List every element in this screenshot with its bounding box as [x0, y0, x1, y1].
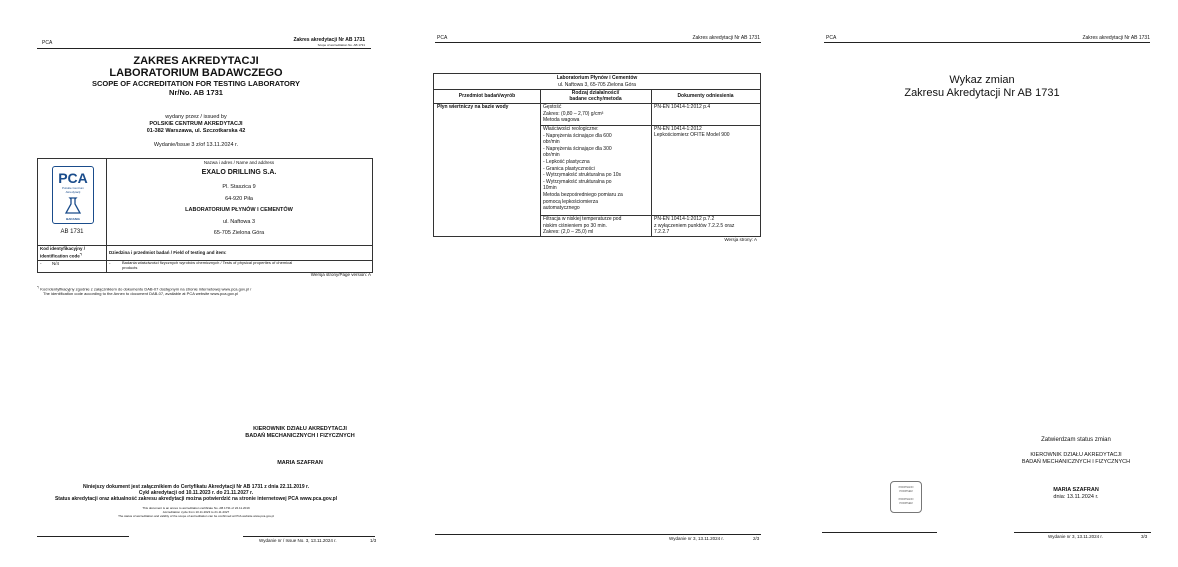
footer-rule-left [822, 532, 937, 533]
filtration-doc-line: z wyłączeniem punktów 7.2.2.5 oraz [654, 222, 735, 229]
company-street: Pl. Staszica 9 [222, 184, 256, 190]
footer-page: 1/3 [370, 538, 377, 543]
header-rule [435, 42, 761, 43]
rheology-line: - Wytrzymałość strukturalna po [543, 178, 612, 185]
page-3 [786, 0, 1178, 567]
flask-icon [63, 197, 83, 215]
page-version: Wersja strony: A [724, 237, 757, 242]
item-name: Płyn wiertniczy na bazie wody [437, 104, 509, 110]
table-address: ul. Naftowa 3, 65-705 Zielona Góra [558, 82, 636, 88]
table-title: Laboratorium Płynów i Cementów [556, 75, 638, 81]
cert-en-line-2: Accreditation cycle from 10.11.2023 to 21.11.2027 [162, 510, 230, 514]
title-line-1: ZAKRES AKREDYTACJI [133, 55, 259, 67]
header-right: Zakres akredytacji Nr AB 1731 [1082, 35, 1150, 41]
footer-page: 2/3 [753, 536, 760, 541]
density-line: Metoda wagowa [543, 117, 580, 124]
page-version: Wersja strony/Page version: A [310, 272, 371, 277]
col-header-activity-1: Rodzaj działalności/ [571, 90, 620, 96]
row-field-line-2: products [122, 265, 138, 270]
row-bullet: - [40, 261, 42, 266]
header-rule [824, 42, 1150, 43]
lab-name: LABORATORIUM PŁYNÓW I CEMENTÓW [185, 207, 293, 213]
header-right: Zakres akredytacji Nr AB 1731 [692, 35, 760, 41]
sign-name: MARIA SZAFRAN [1053, 487, 1099, 493]
filtration-doc-line: PN-EN 10414-1:2012 p.7.2 [654, 216, 715, 222]
row-rheology-doc-1: PN-EN 10414-1:2012 [654, 126, 702, 132]
filtration-line: niskim ciśnieniem po 30 min. [543, 222, 607, 229]
issue-number: Wydanie/Issue 3 z/of 13.11.2024 r. [153, 142, 239, 148]
issued-by: wydany przez / issued by [165, 114, 227, 120]
row-field-line-1: Badania właściwości fizycznych wyrobów chemicznych / Tests of physical properties of chemical [122, 260, 293, 265]
header-left: PCA [826, 35, 837, 41]
row-density-doc: PN-EN 10414-1:2012 p.4 [654, 104, 711, 110]
page-1 [0, 0, 392, 567]
density-line: Gęstość [543, 104, 562, 110]
rheology-line: pomocą lepkościomierza [543, 198, 599, 205]
footer-issue: Wydanie nr / Issue No. 3, 13.11.2024 r. [259, 538, 337, 543]
cert-en-line-1: This document is an annex to accreditation certificate No. AB 1731 of 22.11.2019 [142, 506, 250, 510]
changes-title-2: Zakresu Akredytacji Nr AB 1731 [904, 87, 1060, 99]
sign-date: dnia: 13.11.2024 r. [1053, 494, 1099, 500]
header-rule [37, 48, 371, 49]
rheology-line: automatycznego [543, 205, 580, 212]
company-name: EXALO DRILLING S.A. [201, 169, 277, 176]
row-rheology-doc-2: Lepkościomierz OFITE Model 900 [654, 132, 730, 138]
pca-logo-text: PCA [58, 170, 88, 186]
lab-street: ul. Naftowa 3 [222, 219, 256, 225]
header-left: PCA [437, 35, 448, 41]
footer-rule [435, 534, 761, 535]
approve-text: Zatwierdzam status zmian [1041, 437, 1111, 443]
electronic-signature-stamp: PODPISANO PODPISEM PODPISANO PODPISEM [890, 481, 922, 513]
pca-logo: PCA Polskie Centrum Akredytacji BADANIA [52, 166, 94, 224]
rheology-line: - Naprężenia ścinające dla 300 [543, 145, 612, 152]
rheology-line: - Naprężenia ścinające dla 600 [543, 132, 612, 139]
rheology-line: 10min [543, 185, 557, 192]
rheology-line: Metoda bezpośredniego pomiaru za [543, 192, 623, 198]
filtration-line: Zakres: (2,0 – 25,0) ml [543, 229, 594, 236]
sign-name: MARIA SZAFRAN [277, 460, 323, 466]
header-left: PCA [42, 40, 53, 46]
ab-number: AB 1731 [60, 229, 84, 235]
cert-line-3: Status akredytacji oraz aktualność zakresu akredytacji można potwierdzić na stronie internetowej PCA www.pca.gov.pl [54, 496, 338, 502]
col-header-activity-2: badane cechy/metoda [569, 96, 622, 102]
cert-en-line-3: The status of accreditation and validity of the scope of accreditation can be confirmed at PCA website www.pca.gov.pl [118, 514, 274, 518]
rheology-line: obr/min [543, 152, 560, 159]
rheology-line: - Wytrzymałość strukturalna po 10s [543, 172, 622, 179]
row-code: N/4 [52, 261, 60, 266]
code-header: Kod identyfikacyjny / [40, 246, 86, 251]
rheology-line: obr/min [543, 139, 560, 146]
scope-table [433, 73, 761, 237]
footer-issue: Wydanie nr 3, 13.11.2024 r. [1048, 534, 1103, 539]
issuer-name: POLSKIE CENTRUM AKREDYTACJI [149, 121, 243, 127]
filtration-doc-line: 7.2.2.7 [654, 229, 670, 236]
footnote-line-1: *) Kod identyfikacyjny zgodnie z załącznikiem do dokumentu DAB-07 dostępnym na stronie internetowej www.pca.gov.pl / [37, 285, 252, 292]
rheology-line: Właściwości reologiczne: [543, 126, 599, 132]
issuer-address: 01-382 Warszawa, ul. Szczotkarska 42 [146, 128, 246, 134]
code-header-en: Identification code*) [40, 252, 82, 259]
filtration-line: Filtracja w niskiej temperaturze pod [543, 216, 622, 222]
sign-title-1: KIEROWNIK DZIAŁU AKREDYTACJI [1030, 452, 1122, 458]
title-line-2: LABORATORIUM BADAWCZEGO [109, 67, 283, 79]
company-city: 64-920 Piła [225, 196, 253, 202]
sign-title-2: BADAŃ MECHANICZNYCH I FIZYCZNYCH [1021, 459, 1131, 465]
page-2 [393, 0, 785, 567]
header-right: Zakres akredytacji Nr AB 1731 [293, 37, 365, 43]
density-line: Zakres: (0,80 – 2,70) g/cm³ [543, 110, 604, 117]
sign-title-2: BADAŃ MECHANICZNYCH I FIZYCZNYCH [245, 433, 355, 439]
header-right-en: Scope of accreditation No. AB 1731 [317, 43, 365, 47]
lab-city: 65-705 Zielona Góra [213, 230, 265, 236]
col-header-docs: Dokumenty odniesienia [677, 93, 734, 99]
sign-title-1: KIEROWNIK DZIAŁU AKREDYTACJI [253, 426, 347, 432]
cert-line-2: Cykl akredytacji od 10.11.2023 r. do 21.11.2027 r. [138, 490, 254, 496]
changes-title-1: Wykaz zmian [949, 74, 1015, 86]
accreditation-box [37, 158, 373, 273]
footer-issue: Wydanie nr 3, 13.11.2024 r. [669, 536, 724, 541]
footer-page: 3/3 [1141, 534, 1148, 539]
title-line-4: Nr/No. AB 1731 [169, 88, 223, 97]
field-header: Dziedzina i przedmiot badań / Field of testing and item: [109, 250, 227, 255]
footnote-line-2: The identification code according to the Annex to document DAB-07, available at PCA website www.pca.gov.pl [43, 291, 238, 296]
name-address-label: Nazwa i adres / Name and address [203, 160, 275, 165]
rheology-line: - Granica plastyczności [543, 165, 595, 172]
cert-line-1: Niniejszy dokument jest załącznikiem do Certyfikatu Akredytacji Nr AB 1731 z dnia 22.11.2019 r. [82, 484, 310, 490]
footer-rule-right [243, 536, 375, 537]
footer-rule-right [1014, 532, 1151, 533]
row-dash: - [109, 261, 111, 266]
footer-rule-left [37, 536, 129, 537]
col-header-item: Przedmiot badań/wyrób [458, 93, 516, 99]
title-line-3: SCOPE OF ACCREDITATION FOR TESTING LABORATORY [91, 79, 301, 88]
rheology-line: - Lepkość plastyczna [543, 159, 590, 165]
